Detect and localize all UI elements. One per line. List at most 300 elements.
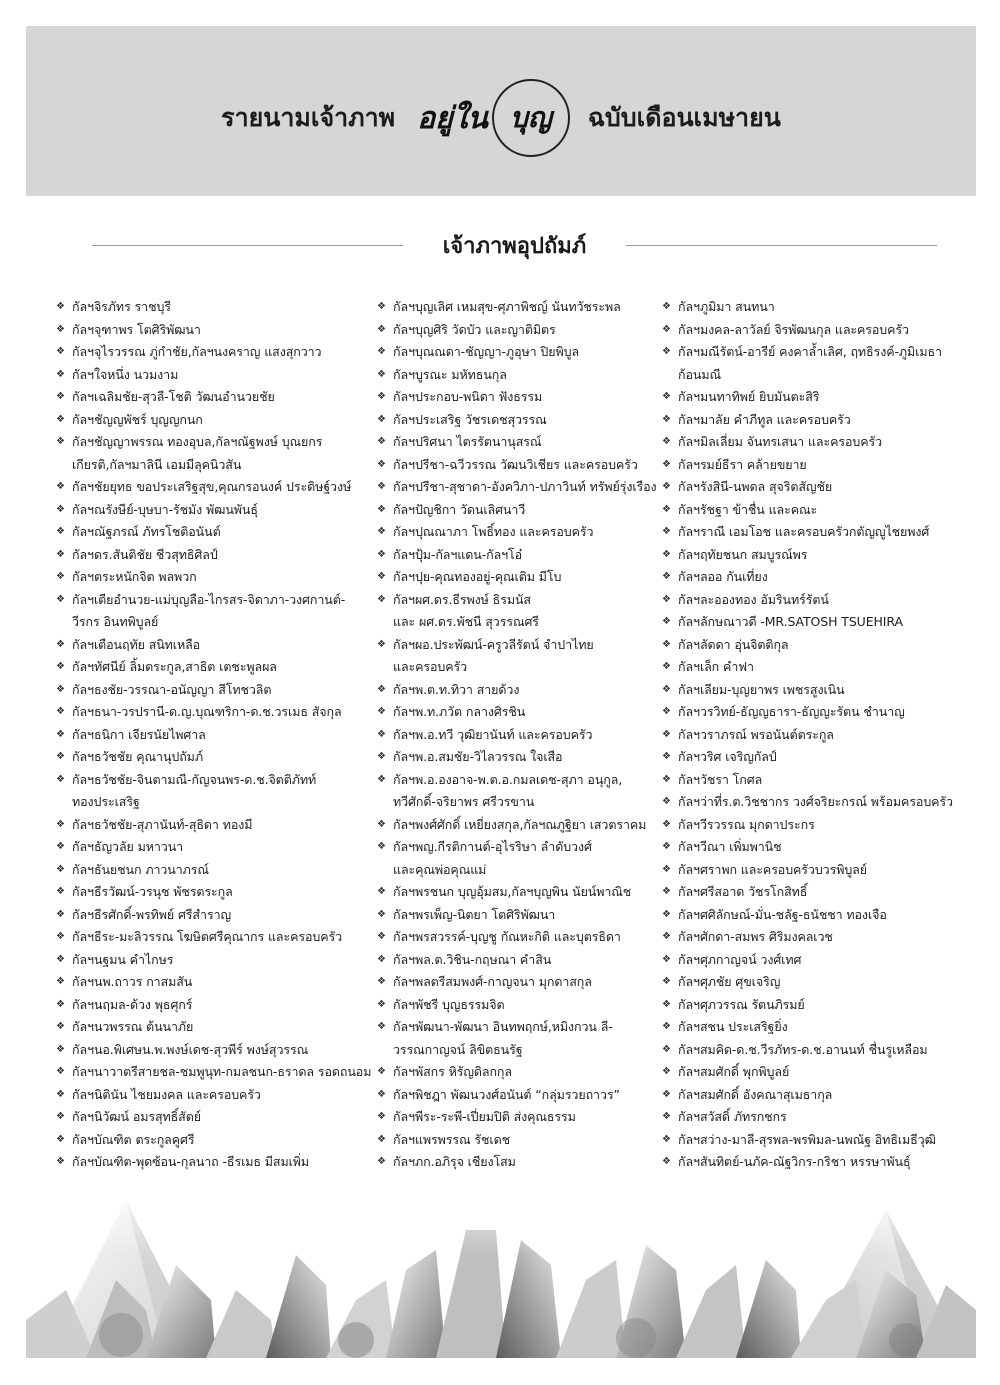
sponsor-entry: [56, 476, 366, 499]
sponsor-entry: [56, 544, 366, 567]
sponsor-name: กัลฯปัญชิกา วัดนเลิศนาวี: [393, 501, 526, 517]
bullet-icon: ❖: [377, 413, 386, 425]
sponsor-name: กัลฯบัณฑิต ตระกูลคูศรี: [72, 1131, 195, 1147]
sponsor-entry: [56, 1084, 366, 1107]
magazine-logo: [417, 79, 570, 157]
sponsor-name: กัลฯเตือนฤทัย สนิทเหลือ: [72, 636, 201, 652]
bullet-icon: ❖: [377, 1021, 386, 1032]
logo-circle-text: บุญ: [510, 101, 552, 134]
sponsor-entry: [662, 859, 962, 882]
sponsor-entry: [662, 881, 962, 904]
sponsor-name: กัลฯสันทิตย์-นภัค-ณัฐวิกร-กริชา หรรษาพันธุ์: [678, 1154, 911, 1169]
sponsor-name: กัลฯลออ กันเที่ยง: [678, 569, 768, 584]
sponsor-name: กัลฯณรังษีย์-บุษบา-รัชมัง พัฒนพันธุ์: [72, 501, 258, 517]
sponsor-name: กัลฯวัชรา โกศล: [678, 771, 763, 787]
bullet-icon: ❖: [56, 931, 65, 942]
bullet-icon: ❖: [56, 728, 65, 740]
bullet-icon: ❖: [662, 571, 671, 582]
sponsor-name: กัลฯลัดดา อุ่นจิตติกุล: [678, 636, 789, 652]
sponsor-name: กัลฯปุ้ม-กัลฯแดน-กัลฯโอ๋: [393, 546, 523, 562]
sponsor-name: กัลฯพิชฎา พัฒนวงศ์อนันต์ “กลุ่มรวยถาวร”: [393, 1086, 620, 1102]
sponsor-entry: [56, 296, 366, 319]
sponsor-name: กัลฯมนทาทิพย์ ยิบมันตะสิริ: [678, 389, 820, 404]
sponsor-name-continued: วีรกร อินทพิบูลย์: [72, 614, 159, 629]
sponsor-name: กัลฯณัฐภรณ์ ภัทรโชติอนันต์: [72, 524, 221, 539]
bullet-icon: ❖: [662, 886, 671, 897]
bullet-icon: ❖: [377, 908, 386, 920]
sponsor-name: กัลฯลักษณาวดี -MR.SATOSH TSUEHIRA: [678, 614, 903, 629]
sponsor-name: กัลฯพงศ์ศักดิ์ เหยี่ยงสกุล,กัลฯณภูฐิยา เสวตราคม: [393, 816, 647, 832]
bullet-icon: ❖: [662, 593, 671, 605]
sponsor-entry: [377, 476, 657, 499]
bullet-icon: ❖: [377, 481, 386, 492]
sponsor-name: กัลฯมาลัย คำภีทูล และครอบครัว: [678, 411, 851, 427]
bullet-icon: ❖: [56, 503, 65, 515]
sponsor-name: กัลฯปรีชา-ฉวีวรรณ วัฒนวิเชียร และครอบครัว: [393, 456, 638, 472]
bullet-icon: ❖: [56, 1156, 65, 1167]
bullet-icon: ❖: [662, 481, 671, 492]
sponsor-entry: [662, 1084, 962, 1107]
sponsor-column-3: [662, 296, 962, 1196]
sponsor-name: กัลฯพัสกร หิรัญดิลกกุล: [393, 1064, 512, 1079]
sponsor-entry: [662, 431, 962, 454]
sponsor-name: กัลฯราณี เอมโอช และครอบครัวกตัญญูไชยพงศ์: [678, 524, 930, 539]
sponsor-name-continued: วรรณกาญจน์ ลิขิตธนรัฐ: [393, 1041, 523, 1057]
bullet-icon: ❖: [56, 976, 65, 987]
sponsor-entry: [662, 499, 962, 522]
sponsor-name: กัลฯว่าที่ร.ต.วิชชากร วงศ์จริยะกรณ์ พร้อมครอบครัว: [678, 794, 953, 809]
sponsor-entry: [56, 1129, 366, 1152]
bullet-icon: ❖: [56, 391, 65, 402]
sponsor-entry: [56, 724, 366, 747]
sponsor-entry: [662, 1106, 962, 1129]
title-row: [26, 78, 976, 158]
sponsor-entry: [56, 1016, 366, 1039]
bullet-icon: ❖: [662, 841, 671, 852]
sponsor-entry: [56, 656, 366, 679]
sponsor-entry: [662, 791, 962, 814]
sponsor-entry: [662, 814, 962, 837]
bullet-icon: ❖: [56, 1133, 65, 1145]
sponsor-name: กัลฯบุณณดา-ชัญญา-ภูอุษา ปิยพิบูล: [393, 344, 580, 359]
sponsor-name: กัลฯนิตินัน ไชยมงคล และครอบครัว: [72, 1086, 261, 1102]
bullet-icon: ❖: [56, 1021, 65, 1032]
sponsor-entry: [377, 566, 657, 589]
bullet-icon: ❖: [662, 413, 671, 425]
sponsor-entry: [377, 994, 657, 1017]
sponsor-name: กัลฯศราพก และครอบครัวบวรพิบูลย์: [678, 861, 867, 877]
sponsor-name: กัลฯเฉลิมชัย-สุวลี-โชติ วัฒนอำนวยชัย: [72, 389, 275, 404]
sponsor-entry: [662, 566, 962, 589]
bullet-icon: ❖: [377, 1088, 386, 1100]
sponsor-name: กัลฯพล.ต.วิชิน-กฤษณา คำสิน: [393, 951, 552, 967]
bullet-icon: ❖: [662, 953, 671, 965]
sponsor-name: กัลฯธวัชชัย-สุภานันท์-สุธิดา ทองมี: [72, 816, 253, 832]
sponsor-name: กัลฯประกอบ-พนิดา ฟังธรรม: [393, 389, 543, 404]
sponsor-name: กัลฯรังสินี-นพดล สุจริตสัญชัย: [678, 479, 833, 494]
sponsor-name: กัลฯศักดา-สมพร ศิริมงคลเวช: [678, 929, 833, 944]
sponsor-entry: [56, 949, 366, 972]
sponsor-name: กัลฯมิลเลี่ยม จันทรเสนา และครอบครัว: [678, 434, 883, 449]
bullet-icon: ❖: [377, 751, 386, 762]
crystal-decoration-graphic: [26, 1170, 976, 1358]
sponsor-entry: [662, 409, 962, 432]
sponsor-entry: [56, 926, 366, 949]
sponsor-entry: [377, 409, 657, 432]
sponsor-entry: [56, 634, 366, 657]
sponsor-entry: [662, 1016, 962, 1039]
sponsor-entry: [56, 904, 366, 927]
sponsor-entry: [377, 1084, 657, 1107]
sponsor-entry: [377, 679, 657, 702]
sponsor-entry: [662, 454, 962, 477]
bullet-icon: ❖: [377, 301, 386, 312]
sponsor-name: กัลฯศศิลักษณ์-มั่น-ชลัฐ-ธนัชชา ทองเจือ: [678, 906, 887, 922]
sponsor-name: กัลฯมงคล-ลาวัลย์ จิรพัฒนกุล และครอบครัว: [678, 321, 909, 337]
sponsor-entry: [662, 634, 962, 657]
bullet-icon: ❖: [56, 548, 65, 560]
sponsor-entry: [377, 499, 657, 522]
sponsor-name: กัลฯภูมิมา สนทนา: [678, 299, 775, 314]
sponsor-name: กัลฯสมศักดิ์ อังคณาสุเมธากุล: [678, 1086, 833, 1102]
sponsor-name: กัลฯนฤมล-ด้วง พุธศุกร์: [72, 996, 193, 1012]
bullet-icon: ❖: [56, 661, 65, 672]
sponsor-name-continued: และ ผศ.ดร.พัชนี สุวรรณศรี: [393, 614, 539, 629]
bullet-icon: ❖: [377, 886, 386, 897]
sponsor-column-1: [56, 296, 372, 1196]
bullet-icon: ❖: [56, 368, 65, 380]
bullet-icon: ❖: [377, 683, 386, 695]
sponsor-entry: [56, 814, 366, 837]
bullet-icon: ❖: [377, 728, 386, 740]
sponsor-name: กัลฯจุไรวรรณ ภู่กำชัย,กัลฯนงคราญ แสงสุกวาว: [72, 344, 322, 359]
bullet-icon: ❖: [56, 886, 65, 897]
sponsor-entry: [56, 859, 366, 882]
sponsor-name: กัลฯพลตรีสมพงศ์-กาญจนา มุกดาสกุล: [393, 974, 592, 989]
sponsor-name: กัลฯละอองทอง อัมรินทร์รัตน์: [678, 591, 829, 607]
sponsor-entry: [662, 746, 962, 769]
bullet-icon: ❖: [56, 998, 65, 1010]
bullet-icon: ❖: [56, 706, 65, 717]
sponsor-entry: [377, 544, 657, 567]
sponsor-name: กัลฯพัฒนา-พัฒนา อินทพฤกษ์,หมิงกวน ลี-: [393, 1019, 613, 1034]
sponsor-entry: [662, 904, 962, 927]
bullet-icon: ❖: [662, 706, 671, 717]
title-right: ฉบับเดือนเมษายน: [587, 103, 781, 132]
sponsor-name: กัลฯสมคิด-ด.ช.วีรภัทร-ด.ช.อานนท์ ชื่นรูเหลือม: [678, 1041, 928, 1057]
bullet-icon: ❖: [377, 1111, 386, 1122]
sponsor-name: กัลฯสชน ประเสริฐยิ่ง: [678, 1019, 788, 1034]
sponsor-entry: [56, 499, 366, 522]
bullet-icon: ❖: [662, 976, 671, 987]
sponsor-entry: [662, 319, 962, 342]
sponsor-entry: [377, 589, 657, 634]
bullet-icon: ❖: [662, 1156, 671, 1167]
bullet-icon: ❖: [377, 841, 386, 852]
bullet-icon: ❖: [56, 751, 65, 762]
sponsor-name: กัลฯดร.สันติชัย ชีวสุทธิศิลป์: [72, 546, 218, 562]
sponsor-name: กัลฯปริศนา ไตรรัตนานุสรณ์: [393, 434, 542, 449]
sponsor-entry: [56, 566, 366, 589]
sponsor-name: กัลฯปรีชา-สุชาดา-อังควิภา-ปภาวินท์ ทรัพย์รุ่งเรือง: [393, 479, 657, 494]
bullet-icon: ❖: [56, 593, 65, 605]
bullet-icon: ❖: [662, 818, 671, 830]
sponsor-name: กัลฯศุภชัย ศุขเจริญ: [678, 974, 781, 989]
sponsor-entry: [56, 701, 366, 724]
sponsor-entry: [662, 296, 962, 319]
sponsor-entry: [56, 769, 366, 814]
bullet-icon: ❖: [377, 323, 386, 335]
sponsor-name: กัลฯวีรวรรณ มุกดาประกร: [678, 816, 815, 832]
bullet-icon: ❖: [662, 548, 671, 560]
sponsor-name: กัลฯเตียอำนวย-แม่บุญลือ-ไกรสร-จิดาภา-วงศกานต์-: [72, 591, 346, 607]
sponsor-entry: [56, 364, 366, 387]
sponsor-name: กัลฯจุฑาพร โตศิริพัฒนา: [72, 321, 201, 337]
bullet-icon: ❖: [56, 1066, 65, 1077]
sponsor-name: กัลฯพญ.กีรติกานต์-อุไรริษา ลำดับวงศ์: [393, 839, 592, 854]
bullet-icon: ❖: [662, 301, 671, 312]
sponsor-name: กัลฯทัศนีย์ ลิ้มตระกูล,สาธิต เตชะพูลผล: [72, 659, 277, 674]
sponsor-name: กัลฯพรสวรรค์-บุญชู กัณหะกิติ และบุตรธิดา: [393, 929, 621, 944]
sponsor-name-continued: ทองประเสริฐ: [72, 794, 140, 809]
sponsor-entry: [377, 701, 657, 724]
bullet-icon: ❖: [662, 391, 671, 402]
bullet-icon: ❖: [377, 1133, 386, 1145]
sponsor-entry: [377, 431, 657, 454]
section-rule-left: [92, 245, 403, 246]
sponsor-name: กัลฯบัณฑิต-พุดซ้อน-กุลนาถ -ธีรเมธ มีสมเพิ่ม: [72, 1154, 310, 1169]
sponsor-entry: [377, 454, 657, 477]
sponsor-entry: [56, 994, 366, 1017]
sponsor-entry: [377, 634, 657, 679]
sponsor-entry: [377, 521, 657, 544]
bullet-icon: ❖: [377, 1066, 386, 1077]
bullet-icon: ❖: [377, 548, 386, 560]
bullet-icon: ❖: [662, 323, 671, 335]
sponsor-name: กัลฯเลียม-บุญยาพร เพชรสูงเนิน: [678, 681, 845, 697]
bullet-icon: ❖: [377, 503, 386, 515]
sponsor-entry: [377, 949, 657, 972]
bullet-icon: ❖: [56, 638, 65, 650]
sponsor-name: กัลฯพ.ท.ภวัต กลางศิรชิน: [393, 704, 526, 719]
sponsor-entry: [56, 836, 366, 859]
sponsor-entry: [377, 724, 657, 747]
sponsor-name: กัลฯภก.อภิรุจ เชียงโสม: [393, 1154, 516, 1169]
sponsor-name: กัลฯสว่าง-มาลี-สุรพล-พรพิมล-นพณัฐ อิทธิเมธีวุฒิ: [678, 1131, 936, 1147]
sponsor-name-continued: ทวีศักดิ์-จริยาพร ศรีวรขาน: [393, 794, 535, 809]
bullet-icon: ❖: [377, 346, 386, 357]
bullet-icon: ❖: [662, 751, 671, 762]
bullet-icon: ❖: [56, 481, 65, 492]
bullet-icon: ❖: [56, 571, 65, 582]
sponsor-name: กัลฯเล็ก คำฟา: [678, 659, 754, 674]
bullet-icon: ❖: [662, 1043, 671, 1055]
sponsor-name: กัลฯรัชฐา ข้าชื่น และคณะ: [678, 501, 818, 517]
sponsor-entry: [662, 769, 962, 792]
sponsor-name: กัลฯนพ.ถาวร กาสมสัน: [72, 974, 193, 989]
sponsor-name: กัลฯพรเพ็ญ-นิตยา โตศิริพัฒนา: [393, 906, 556, 922]
sponsor-name-continued: และคุณพ่อคุณแม่: [393, 861, 487, 877]
sponsor-entry: [56, 1106, 366, 1129]
bullet-icon: ❖: [662, 346, 671, 357]
sponsor-name: กัลฯชัญญาพรรณ ทองอุบล,กัลฯณัฐพงษ์ บุณยกร: [72, 434, 323, 449]
sponsor-name: กัลฯธันยชนก ภาวนาภรณ์: [72, 861, 209, 877]
sponsor-name: กัลฯธวัชชัย คุณานุปถัมภ์: [72, 749, 203, 764]
sponsor-name: กัลฯพีระ-ระพี-เปี่ยมปิติ ส่งคุณธรรม: [393, 1109, 576, 1124]
sponsor-entry: [56, 1061, 372, 1084]
bullet-icon: ❖: [377, 953, 386, 965]
sponsor-entry: [662, 521, 962, 544]
bullet-icon: ❖: [662, 661, 671, 672]
bullet-icon: ❖: [56, 683, 65, 695]
sponsor-name-continued: และครอบครัว: [393, 659, 468, 674]
sponsor-entry: [662, 1039, 962, 1062]
sponsor-entry: [662, 679, 962, 702]
sponsor-name: กัลฯพ.ต.ท.ทิวา สายด้วง: [393, 681, 520, 697]
sponsor-name: กัลฯนฐมน คำไกษร: [72, 951, 174, 967]
bullet-icon: ❖: [377, 1156, 386, 1167]
sponsor-entry: [662, 1129, 962, 1152]
sponsor-name: กัลฯชัยยุทธ ขอประเสริฐสุข,คุณกรอนงค์ ประดิษฐ์วงษ์: [72, 479, 352, 494]
sponsor-entry: [662, 476, 962, 499]
bullet-icon: ❖: [56, 323, 65, 335]
sponsor-name: กัลฯประเสริฐ วัชรเดชสุวรรณ: [393, 411, 547, 427]
sponsor-entry: [377, 881, 657, 904]
bullet-icon: ❖: [377, 638, 386, 650]
sponsor-name: กัลฯวริศ เจริญกัลป์: [678, 749, 777, 764]
sponsor-entry: [377, 904, 657, 927]
bullet-icon: ❖: [377, 526, 386, 537]
sponsor-name: กัลฯธงชัย-วรรณา-อนัญญา สีโทชวลิต: [72, 681, 272, 697]
sponsor-entry: [377, 1016, 657, 1061]
sponsor-name: กัลฯวราภรณ์ พรอนันต์ตระกูล: [678, 726, 834, 742]
bullet-icon: ❖: [377, 773, 386, 785]
bullet-icon: ❖: [56, 346, 65, 357]
bullet-icon: ❖: [56, 436, 65, 447]
bullet-icon: ❖: [662, 436, 671, 447]
sponsor-name: กัลฯใจหนึ่ง นวมงาม: [72, 366, 179, 382]
sponsor-name: กัลฯปุย-คุณทองอยู่-คุณเติม มีโบ: [393, 569, 562, 584]
sponsor-name: กัลฯบุญเลิศ เหมสุข-ศุภาพิชญ์ นันทวัชระพล: [393, 299, 621, 314]
sponsor-name: กัลฯธีรวัฒน์-วรนุช พัชรตระกูล: [72, 884, 233, 899]
bullet-icon: ❖: [56, 1111, 65, 1122]
sponsor-entry: [377, 814, 657, 837]
bullet-icon: ❖: [662, 1133, 671, 1145]
bullet-icon: ❖: [377, 976, 386, 987]
sponsor-entry: [56, 746, 366, 769]
bullet-icon: ❖: [377, 458, 386, 470]
sponsor-entry: [662, 724, 962, 747]
bullet-icon: ❖: [662, 998, 671, 1010]
sponsor-entry: [377, 386, 657, 409]
bullet-icon: ❖: [662, 638, 671, 650]
sponsor-name: กัลฯปุณณาภา โพธิ์ทอง และครอบครัว: [393, 524, 594, 539]
bullet-icon: ❖: [662, 503, 671, 515]
crystal-decoration: [26, 1170, 976, 1358]
bullet-icon: ❖: [662, 1021, 671, 1032]
bullet-icon: ❖: [662, 458, 671, 470]
section-heading: [92, 225, 937, 265]
bullet-icon: ❖: [56, 526, 65, 537]
sponsor-name: กัลฯธนิกา เจียรนัยไพศาล: [72, 726, 206, 742]
sponsor-entry: [56, 431, 366, 476]
sponsor-name: กัลฯพ.อ.องอาจ-พ.ต.อ.กมลเดช-สุภา อนุกูล,: [393, 771, 623, 787]
sponsor-name: กัลฯแพรพรรณ รัชเดช: [393, 1131, 510, 1147]
sponsor-entry: [56, 521, 366, 544]
bullet-icon: ❖: [377, 706, 386, 717]
sponsor-entry: [662, 341, 962, 386]
sponsor-entry: [662, 949, 962, 972]
bullet-icon: ❖: [56, 818, 65, 830]
sponsor-name-continued: เกียรติ,กัลฯมาลินี เอมมีลุคนิวสัน: [72, 456, 242, 472]
bullet-icon: ❖: [56, 413, 65, 425]
sponsor-name: กัลฯพัชรี บุญธรรมจิต: [393, 996, 505, 1012]
bullet-icon: ❖: [56, 953, 65, 965]
sponsor-name: กัลฯธวัชชัย-จินตามณี-กัญจนพร-ด.ช.จิตติภัทท์: [72, 771, 317, 787]
sponsor-name: กัลฯวีณา เพิ่มพานิช: [678, 839, 782, 854]
sponsor-name: กัลฯนอ.พิเศษน.พ.พงษ์เดช-สุวพีร์ พงษ์สุวรรณ: [72, 1041, 309, 1057]
bullet-icon: ❖: [662, 616, 671, 627]
title-left: รายนามเจ้าภาพ: [221, 103, 396, 132]
sponsor-name: กัลฯพรชนก บุญอุ้มสม,กัลฯบุญพิน นัยน์พาณิช: [393, 884, 632, 899]
bullet-icon: ❖: [56, 863, 65, 875]
sponsor-entry: [56, 881, 366, 904]
sponsor-name: กัลฯศรีสอาด วัชรโกสิทธิ์: [678, 884, 808, 899]
sponsor-entry: [662, 836, 962, 859]
sponsor-entry: [662, 994, 962, 1017]
sponsor-name: กัลฯธนา-วรปรานี-ด.ญ.บุณฑริกา-ด.ช.วรเมธ สัจกุล: [72, 704, 342, 719]
bullet-icon: ❖: [56, 773, 65, 785]
sponsor-entry: [662, 544, 962, 567]
bullet-icon: ❖: [662, 773, 671, 785]
bullet-icon: ❖: [662, 728, 671, 740]
sponsor-entry: [662, 971, 962, 994]
sponsor-name: กัลฯผศ.ดร.ธีรพงษ์ ธิรมนัส: [393, 591, 531, 607]
sponsor-entry: [377, 836, 657, 881]
sponsor-entry: [377, 926, 657, 949]
sponsor-name: กัลฯธีรศักดิ์-พรทิพย์ ศรีสำราญ: [72, 906, 232, 922]
sponsor-name: กัลฯนาวาตรีสายชล-ชมพูนุท-กมลชนก-ธราดล รอดถนอม: [72, 1064, 372, 1079]
sponsor-name: กัลฯศุภกาญจน์ วงศ์เทศ: [678, 951, 802, 967]
sponsor-name: กัลฯบุญศิริ วัดบัว และญาติมิตร: [393, 321, 556, 337]
sponsor-entry: [377, 1129, 657, 1152]
bullet-icon: ❖: [56, 1088, 65, 1100]
sponsor-entry: [662, 701, 962, 724]
sponsor-entry: [377, 971, 657, 994]
bullet-icon: ❖: [662, 526, 671, 537]
logo-circle: [492, 79, 570, 157]
header-banner: [26, 26, 976, 196]
sponsor-name: กัลฯตระหนักจิต พลพวก: [72, 569, 197, 584]
bullet-icon: ❖: [662, 1066, 671, 1077]
sponsor-name-continued: ก้อนมณี: [678, 366, 721, 382]
sponsor-name: กัลฯชัญญพัชร์ บุญญกนก: [72, 411, 203, 427]
bullet-icon: ❖: [56, 1043, 65, 1055]
sponsor-name: กัลฯพ.อ.สมชัย-วิไลวรรณ ใจเสือ: [393, 749, 563, 764]
sponsor-entry: [56, 386, 366, 409]
bullet-icon: ❖: [662, 863, 671, 875]
bullet-icon: ❖: [56, 301, 65, 312]
bullet-icon: ❖: [56, 841, 65, 852]
sponsor-name: กัลฯวรวิทย์-ธัญญธารา-ธัญญะรัตน ชำนาญ: [678, 704, 905, 719]
bullet-icon: ❖: [377, 571, 386, 582]
logo-word: อยู่ใน: [417, 100, 488, 136]
sponsor-name: กัลฯสวัสดิ์ ภัทรกชกร: [678, 1109, 787, 1124]
sponsor-name: กัลฯสมศักดิ์ พุกพิบูลย์: [678, 1064, 790, 1079]
sponsor-name: กัลฯพ.อ.ทวี วุฒิยานันท์ และครอบครัว: [393, 726, 593, 742]
sponsor-name: กัลฯธีระ-มะลิวรรณ โฆษิตศรีคุณากร และครอบครัว: [72, 929, 343, 944]
sponsor-entry: [662, 656, 962, 679]
